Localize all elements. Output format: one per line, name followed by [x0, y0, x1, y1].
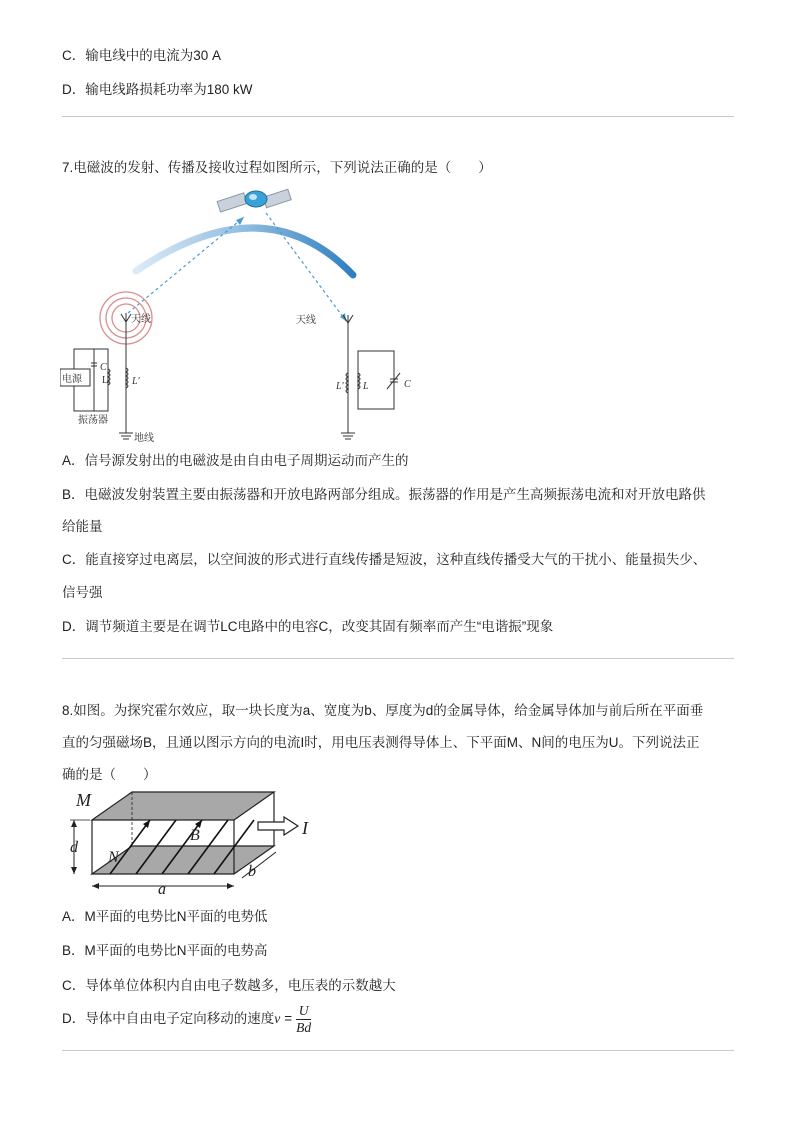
q6-option-d: D．输电线路损耗功率为180 kW: [62, 82, 253, 97]
label-b: B: [190, 827, 200, 844]
q7-option-d: D．调节频道主要是在调节LC电路中的电容C，改变其固有频率而产生“电谐振”现象: [62, 619, 554, 634]
svg-text:L: L: [102, 375, 109, 386]
label-n: N: [108, 849, 119, 866]
svg-text:L: L: [363, 381, 369, 392]
plate-n: [92, 846, 274, 874]
rx-antenna-label: 天线: [296, 315, 316, 326]
q7-stem: 7.电磁波的发射、传播及接收过程如图所示，下列说法正确的是（ ）: [62, 160, 492, 175]
q8-stem-line3: 确的是（ ）: [62, 767, 157, 782]
q8-stem-line1: 8.如图。为探究霍尔效应，取一块长度为a、宽度为b、厚度为d的金属导体，给金属导体加与前后所在平面垂: [62, 703, 704, 718]
label-i: I: [302, 818, 308, 838]
label-a: a: [158, 881, 166, 898]
plate-m: [92, 792, 274, 820]
satellite-icon: [217, 189, 291, 212]
downlink-ray: [266, 213, 346, 321]
q7-figure: [60, 183, 440, 448]
q8-option-d: D．导体中自由电子定向移动的速度v = $\frac{U}{Bd}$: [62, 1002, 312, 1035]
divider: [62, 116, 734, 117]
current-arrow: [258, 817, 298, 835]
q7-option-b-line1: B．电磁波发射装置主要由振荡器和开放电路两部分组成。振荡器的作用是产生高频振荡电流和对开放电路供: [62, 487, 706, 502]
q7-option-c-line2: 信号强: [62, 585, 103, 600]
q8-option-b: B．M平面的电势比N平面的电势高: [62, 943, 268, 958]
label-b-width: b: [248, 863, 256, 880]
q6-option-c: C．输电线中的电流为30 A: [62, 48, 222, 63]
divider: [62, 1050, 734, 1051]
q8-hall-figure: [62, 788, 324, 900]
source-label: 电源: [62, 374, 82, 385]
q7-option-c-line1: C．能直接穿过电离层，以空间波的形式进行直线传播是短波，这种直线传播受大气的干扰小、能量损失少、: [62, 552, 707, 567]
ground-label: 地线: [134, 433, 154, 444]
q8-stem-line2: 直的匀强磁场B，且通以图示方向的电流I时，用电压表测得导体上、下平面M、N间的电压为U。下列说法正: [62, 735, 700, 750]
svg-text:C: C: [404, 379, 411, 390]
q8-option-c: C．导体单位体积内自由电子数越多，电压表的示数越大: [62, 978, 396, 993]
q7-option-a: A．信号源发射出的电磁波是由自由电子周期运动而产生的: [62, 453, 409, 468]
velocity-fraction: $\frac{U}{Bd}$: [296, 1002, 312, 1035]
label-d: d: [70, 839, 78, 856]
q8-option-a: A．M平面的电势比N平面的电势低: [62, 909, 268, 924]
tx-antenna-label: 天线: [131, 314, 151, 325]
svg-text:C: C: [100, 362, 107, 373]
label-m: M: [76, 790, 91, 810]
q7-option-b-line2: 给能量: [62, 519, 103, 534]
svg-text:L′: L′: [336, 381, 344, 392]
svg-text:L′: L′: [132, 376, 140, 387]
ionosphere-arc: [136, 228, 353, 275]
oscillator-label: 振荡器: [78, 415, 108, 426]
divider: [62, 658, 734, 659]
